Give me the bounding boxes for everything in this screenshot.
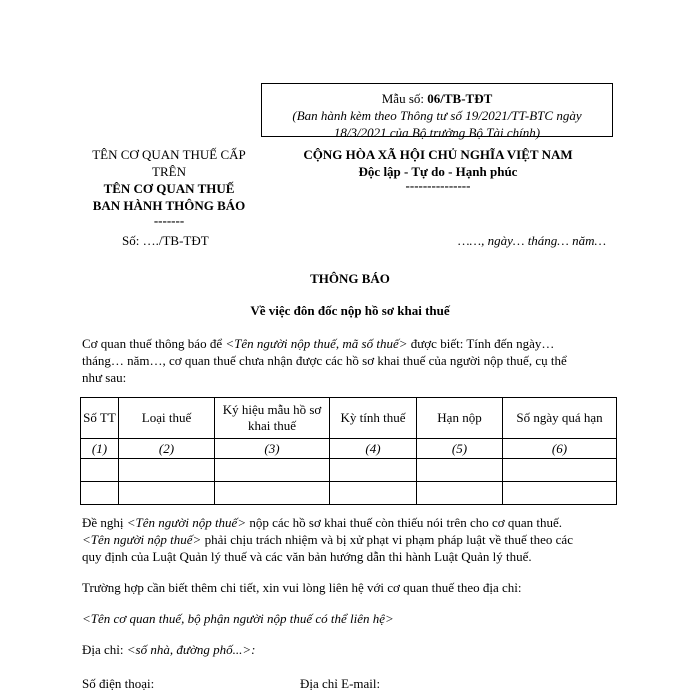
phone-label: Số điện thoại:: [82, 676, 155, 691]
table-row: [81, 459, 617, 482]
table-number-row: [81, 439, 617, 459]
parent-agency-line-2: TRÊN: [152, 164, 186, 179]
taxpayer-placeholder: <Tên người nộp thuế, mã số thuế>: [225, 336, 408, 351]
form-issued-line-2: 18/3/2021 của Bộ trưởng Bộ Tài chính): [333, 125, 541, 140]
column-number: (3): [215, 439, 330, 459]
table-header-cell: Loại thuế: [119, 398, 215, 439]
document-number: Số: …./TB-TĐT: [122, 233, 209, 248]
issuing-agency: BAN HÀNH THÔNG BÁO: [92, 198, 246, 213]
intro-paragraph: Cơ quan thuế thông báo để <Tên người nộp thuế, mã số thuế> được biết: Tính đến ngày… tháng… năm…, cơ quan thuế chưa nhận được các hồ sơ khai thuế của người nộp thuế, cụ thể như sau:: [82, 336, 567, 385]
table-header-cell: Ký hiệu mẫu hồ sơ khai thuế: [215, 398, 330, 439]
table-header-cell: Số TT: [81, 398, 119, 439]
document-title: THÔNG BÁO: [310, 271, 390, 286]
form-number-line: Mẫu số: 06/TB-TĐT: [381, 91, 493, 106]
table-header-cell: Số ngày quá hạn: [503, 398, 617, 439]
form-number: 06/TB-TĐT: [427, 91, 493, 106]
agency-header: [78, 146, 260, 228]
contact-intro: Trường hợp cần biết thêm chi tiết, xin vui lòng liên hệ với cơ quan thuế theo địa chỉ:: [82, 580, 522, 595]
address-placeholder: <số nhà, đường phố...>:: [126, 642, 256, 657]
column-number: (6): [503, 439, 617, 459]
parent-agency-line-1: TÊN CƠ QUAN THUẾ CẤP: [92, 147, 246, 162]
motto-divider: ---------------: [405, 178, 471, 193]
national-header: [288, 146, 588, 192]
form-number-box: [261, 83, 613, 140]
overdue-filings-table: [80, 397, 617, 505]
form-issued-line-1: (Ban hành kèm theo Thông tư số 19/2021/TT-BTC ngày: [292, 108, 582, 123]
document-subtitle: Về việc đôn đốc nộp hồ sơ khai thuế: [250, 303, 450, 318]
address-line: Địa chỉ: <số nhà, đường phố...>:: [82, 642, 256, 657]
column-number: (4): [330, 439, 417, 459]
date-line: ……, ngày… tháng… năm…: [458, 233, 607, 248]
country-name: CỘNG HÒA XÃ HỘI CHỦ NGHĨA VIỆT NAM: [303, 147, 573, 162]
table-header-cell: Hạn nộp: [417, 398, 503, 439]
table-header-row: [81, 398, 617, 439]
column-number: (2): [119, 439, 215, 459]
column-number: (5): [417, 439, 503, 459]
column-number: (1): [81, 439, 119, 459]
email-label: Địa chỉ E-mail:: [300, 676, 381, 691]
table-row: [81, 482, 617, 505]
national-motto: Độc lập - Tự do - Hạnh phúc: [358, 164, 518, 179]
agency-divider: -------: [153, 213, 185, 228]
contact-agency: <Tên cơ quan thuế, bộ phận người nộp thuế có thể liên hệ>: [82, 611, 394, 626]
request-paragraph: Đề nghị <Tên người nộp thuế> nộp các hồ sơ khai thuế còn thiếu nói trên cho cơ quan thuế. <Tên người nộp thuế> phải chịu trách nhiệm và bị xử phạt vi phạm pháp luật về thuế theo các quy định của Luật Quản lý thuế và các văn bản hướng dẫn thi hành Luật Quản lý thuế.: [82, 515, 573, 564]
agency-name: TÊN CƠ QUAN THUẾ: [103, 181, 235, 196]
table-header-cell: Kỳ tính thuế: [330, 398, 417, 439]
